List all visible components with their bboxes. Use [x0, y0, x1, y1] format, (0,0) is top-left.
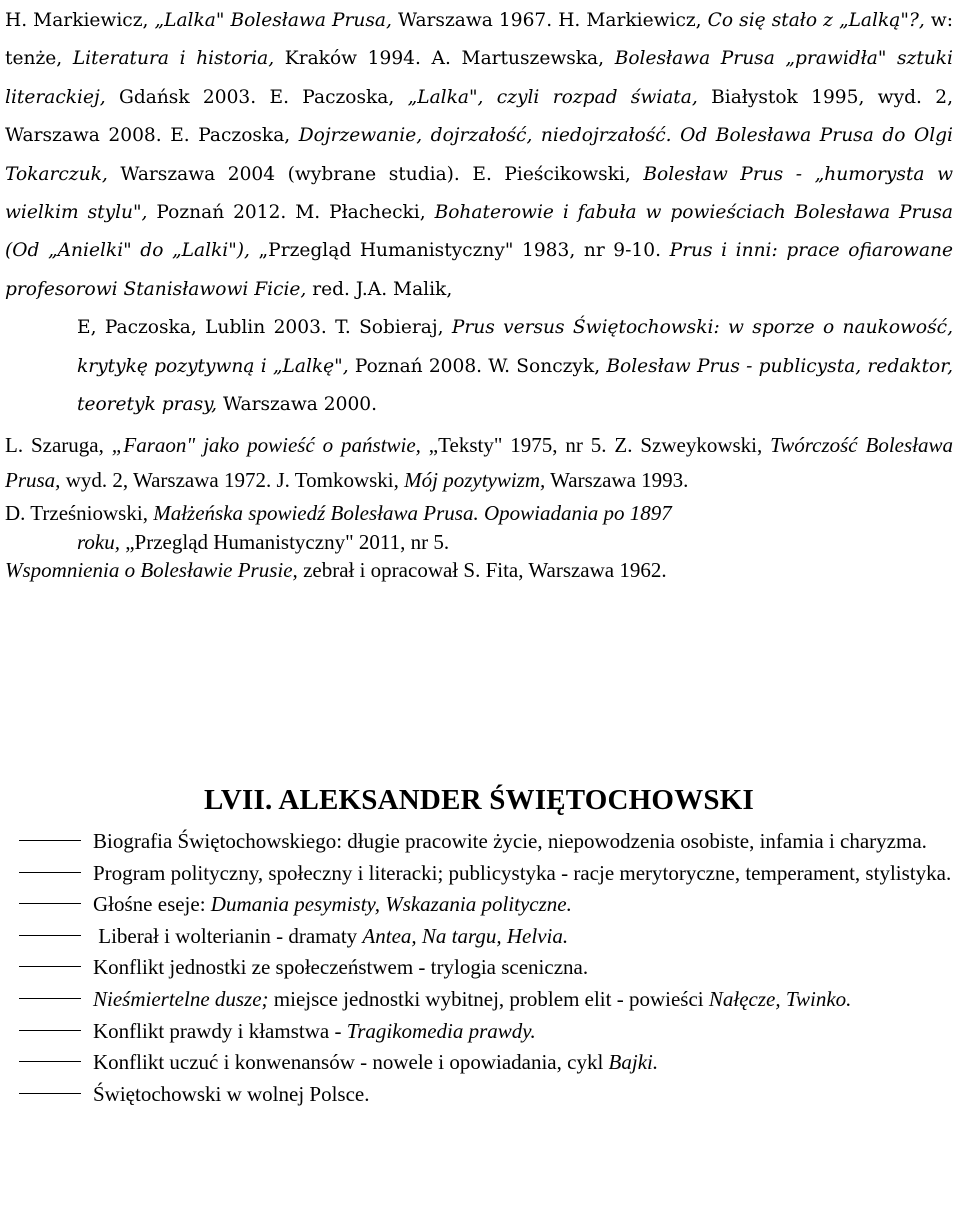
plain-text: Liberał i wolterianin - dramaty	[93, 923, 363, 948]
section-heading: LVII. ALEKSANDER ŚWIĘTOCHOWSKI	[204, 784, 754, 816]
em-dash-rule	[19, 840, 81, 842]
topic-item	[5, 952, 953, 984]
plain-text: zebrał i opracował S. Fita, Warszawa 1962.	[297, 558, 667, 583]
plain-text: E, Paczoska, Lublin 2003. T. Sobieraj,	[77, 317, 452, 339]
topic-item	[5, 921, 953, 953]
bibliography-entry	[5, 529, 953, 555]
topic-item	[5, 858, 953, 890]
italic-title-text: „Lalka" Bolesława Prusa,	[154, 10, 392, 31]
plain-text: Gdańsk 2003. E. Paczoska,	[105, 86, 408, 108]
topic-item	[5, 1047, 953, 1079]
italic-title-text: Dojrzewanie, dojrzałość, niedojrzałość. Od Bolesława Prusa do Olgi Tokarczuk,	[5, 125, 954, 185]
topic-item	[5, 889, 953, 921]
topic-item	[5, 984, 953, 1016]
bibliography-entry	[5, 497, 953, 529]
plain-text: Głośne eseje:	[93, 892, 211, 917]
italic-title-text: Nałęcze, Twinko.	[708, 986, 852, 1011]
em-dash-rule	[19, 1030, 81, 1032]
topic-item	[5, 1079, 953, 1111]
em-dash-rule	[19, 935, 81, 937]
plain-text: D. Trześniowski,	[5, 501, 154, 526]
plain-text: red. J.A. Malik,	[306, 278, 453, 300]
italic-title-text: Nieśmiertelne dusze;	[93, 986, 269, 1011]
plain-text: Poznań 2008. W. Sonczyk,	[348, 355, 607, 377]
plain-text: Świętochowski w wolnej Polsce.	[93, 1081, 370, 1106]
bibliography-list	[5, 0, 953, 424]
plain-text: Warszawa 1993.	[545, 467, 689, 492]
bibliography-entry	[5, 428, 953, 497]
italic-title-text: Co się stało z „Lalką"?,	[707, 10, 925, 31]
italic-title-text: Wspomnienia o Bolesławie Prusie,	[5, 558, 298, 583]
italic-title-text: Bolesława Prusa „prawidła" sztuki literackiej,	[5, 48, 954, 108]
em-dash-rule	[19, 1093, 81, 1095]
plain-text: Program polityczny, społeczny i literacki; publicystyka - racje merytoryczne, temperament, stylistyka.	[93, 860, 952, 885]
italic-title-text: Bolesław Prus - publicysta, redaktor, teoretyk prasy,	[77, 355, 953, 416]
italic-title-text: Bajki.	[608, 1050, 659, 1075]
plain-text: Konflikt uczuć i konwenansów - nowele i opowiadania, cykl	[93, 1050, 609, 1075]
plain-text: wyd. 2, Warszawa 1972. J. Tomkowski,	[60, 467, 405, 492]
plain-text: miejsce jednostki wybitnej, problem elit - powieści	[268, 986, 709, 1011]
italic-title-text: Małżeńska spowiedź Bolesława Prusa. Opowiadania po 1897	[153, 501, 672, 526]
document-page	[5, 0, 954, 1106]
plain-text: Warszawa 2000.	[217, 394, 378, 416]
plain-text: „Przegląd Humanistyczny" 2011, nr 5.	[119, 530, 450, 555]
topic-list	[5, 826, 953, 1110]
plain-text: H. Markiewicz,	[5, 10, 155, 31]
italic-title-text: roku,	[77, 530, 120, 555]
plain-text: Konflikt jednostki ze społeczeństwem - trylogia sceniczna.	[93, 955, 589, 980]
plain-text: Warszawa 1967. H. Markiewicz,	[391, 10, 708, 31]
plain-text: Kraków 1994. A. Martuszewska,	[274, 48, 615, 70]
plain-text: „Przegląd Humanistyczny" 1983, nr 9-10.	[249, 240, 670, 262]
italic-title-text: Tragikomedia prawdy.	[346, 1018, 536, 1043]
bibliography-entry	[5, 309, 953, 424]
plain-text: „Teksty" 1975, nr 5. Z. Szweykowski,	[420, 433, 771, 458]
em-dash-rule	[19, 872, 81, 874]
bibliography-entry	[5, 2, 953, 309]
italic-title-text: „Faraon" jako powieść o państwie,	[111, 433, 421, 458]
topic-item	[5, 826, 953, 858]
italic-title-text: Antea, Na targu, Helvia.	[362, 923, 569, 948]
em-dash-rule	[19, 998, 81, 1000]
plain-text: Poznań 2012. M. Płachecki,	[147, 202, 435, 224]
plain-text: L. Szaruga,	[5, 433, 112, 458]
plain-text: Biografia Świętochowskiego: długie pracowite życie, niepowodzenia osobiste, infamia i charyzma.	[93, 829, 927, 853]
em-dash-rule	[19, 1061, 81, 1063]
italic-title-text: Mój pozytywizm,	[404, 467, 546, 492]
italic-title-text: Prus i inni: prace ofiarowane profesorowi Stanisławowi Ficie,	[5, 240, 954, 300]
italic-title-text: Prus versus Świętochowski: w sporze o naukowość, krytykę pozytywną i „Lalkę",	[77, 317, 953, 377]
em-dash-rule	[19, 966, 81, 968]
em-dash-rule	[19, 903, 81, 905]
plain-text: Warszawa 2004 (wybrane studia). E. Pieścikowski,	[107, 163, 644, 185]
plain-text: Konflikt prawdy i kłamstwa -	[93, 1018, 347, 1043]
italic-title-text: „Lalka", czyli rozpad świata,	[407, 86, 698, 108]
bibliography-entry	[5, 555, 953, 585]
topic-item	[5, 1016, 953, 1048]
bibliography-list-continued	[5, 428, 953, 585]
italic-title-text: Twórczość Bolesława Prusa,	[5, 433, 953, 492]
italic-title-text: Bohaterowie i fabuła w powieściach Bolesława Prusa (Od „Anielki" do „Lalki"),	[5, 202, 953, 262]
italic-title-text: Dumania pesymisty, Wskazania polityczne.	[210, 892, 572, 917]
italic-title-text: Bolesław Prus - „humorysta w wielkim stylu",	[5, 163, 953, 224]
plain-text: w: tenże,	[5, 10, 953, 70]
italic-title-text: Literatura i historia,	[72, 48, 275, 70]
plain-text: Białystok 1995, wyd. 2, Warszawa 2008. E. Paczoska,	[5, 86, 953, 147]
